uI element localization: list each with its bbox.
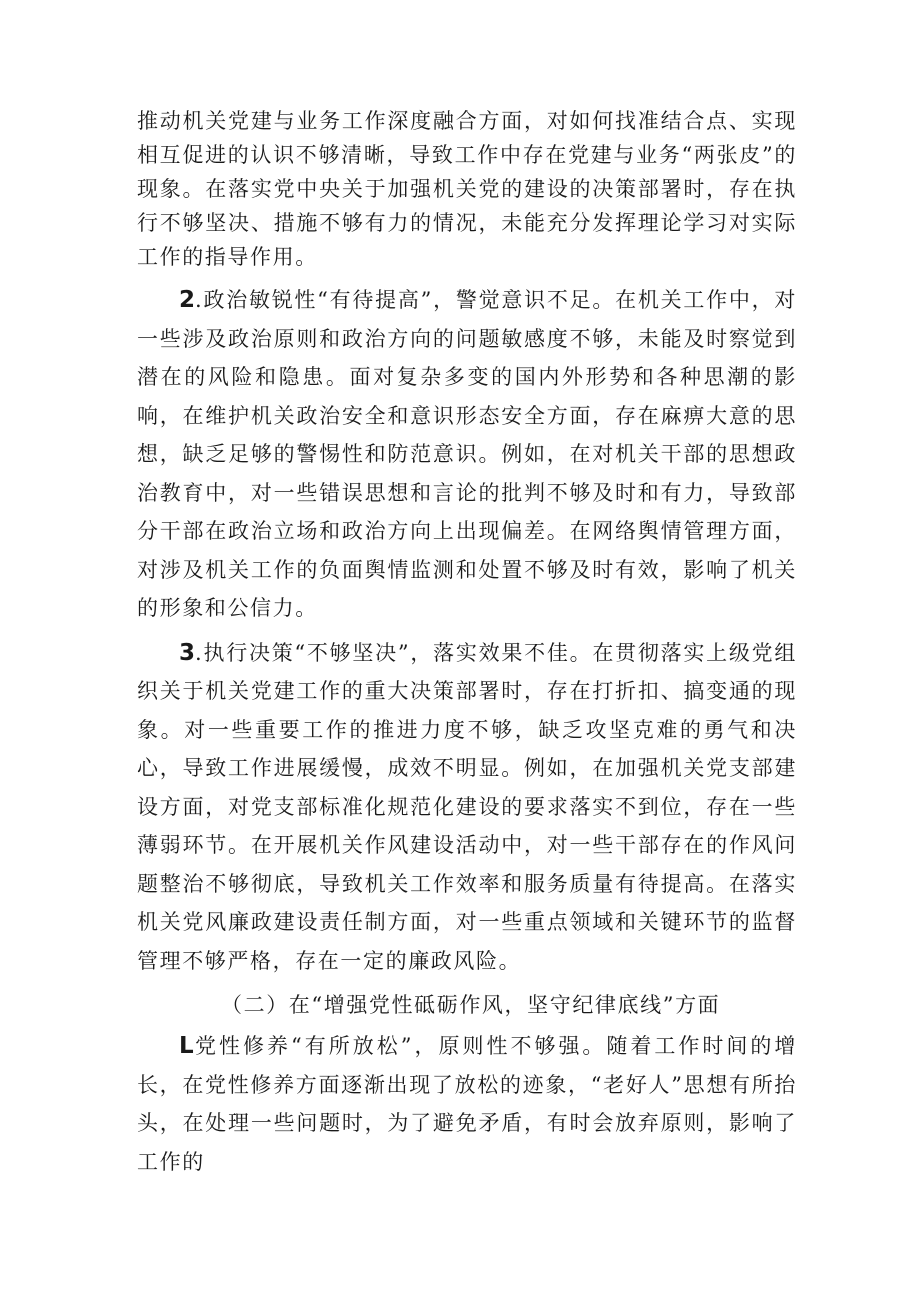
paragraph-text: 党性修养“有所放松”，原则性不够强。随着工作时间的增长，在党性修养方面逐渐出现了放松的迹象，“老好人”思想有所抬头，在处理一些问题时，为了避免矛盾，有时会放弃原则，影响了工作的 <box>137 1034 797 1174</box>
paragraph-continued: 推动机关党建与业务工作深度融合方面，对如何找准结合点、实现相互促进的认识不够清晰，导致工作中存在党建与业务“两张皮”的现象。在落实党中央关于加强机关党的建设的决策部署时，存在执行不够坚决、措施不够有力的情况，未能充分发挥理论学习对实际工作的指导作用。 <box>137 109 797 269</box>
item-number: L <box>179 1033 194 1059</box>
document-page <box>137 104 797 1181</box>
paragraph-item-2 <box>137 281 797 628</box>
item-number: 3 <box>179 639 196 666</box>
section-heading: （二）在“增强党性砥砺作风，坚守纪律底线”方面 <box>221 993 721 1017</box>
paragraph-text: .执行决策“不够坚决”，落实效果不佳。在贯彻落实上级党组织关于机关党建工作的重大决策部署时，存在打折扣、搞变通的现象。对一些重要工作的推进力度不够，缺乏攻坚克难的勇气和决心，导致工作进展缓慢，成效不明显。例如，在加强机关党支部建设方面，对党支部标准化规范化建设的要求落实不到位，存在一些薄弱环节。在开展机关作风建设活动中，对一些干部存在的作风问题整治不够彻底，导致机关工作效率和服务质量有待提高。在落实机关党风廉政建设责任制方面，对一些重点领域和关键环节的监督管理不够严格，存在一定的廉政风险。 <box>137 640 797 973</box>
paragraph-text: .政治敏锐性“有待提高”，警觉意识不足。在机关工作中，对一些涉及政治原则和政治方向的问题敏感度不够，未能及时察觉到潜在的风险和隐患。面对复杂多变的国内外形势和各种思潮的影响，在维护机关政治安全和意识形态安全方面，存在麻痹大意的思想，缺乏足够的警惕性和防范意识。例如，在对机关干部的思想政治教育中，对一些错误思想和言论的批判不够及时和有力，导致部分干部在政治立场和政治方向上出现偏差。在网络舆情管理方面，对涉及机关工作的负面舆情监测和处置不够及时有效，影响了机关的形象和公信力。 <box>137 288 797 620</box>
paragraph-item-3 <box>137 634 797 981</box>
paragraph-item-1 <box>137 1027 797 1181</box>
item-number: 2 <box>179 287 196 313</box>
